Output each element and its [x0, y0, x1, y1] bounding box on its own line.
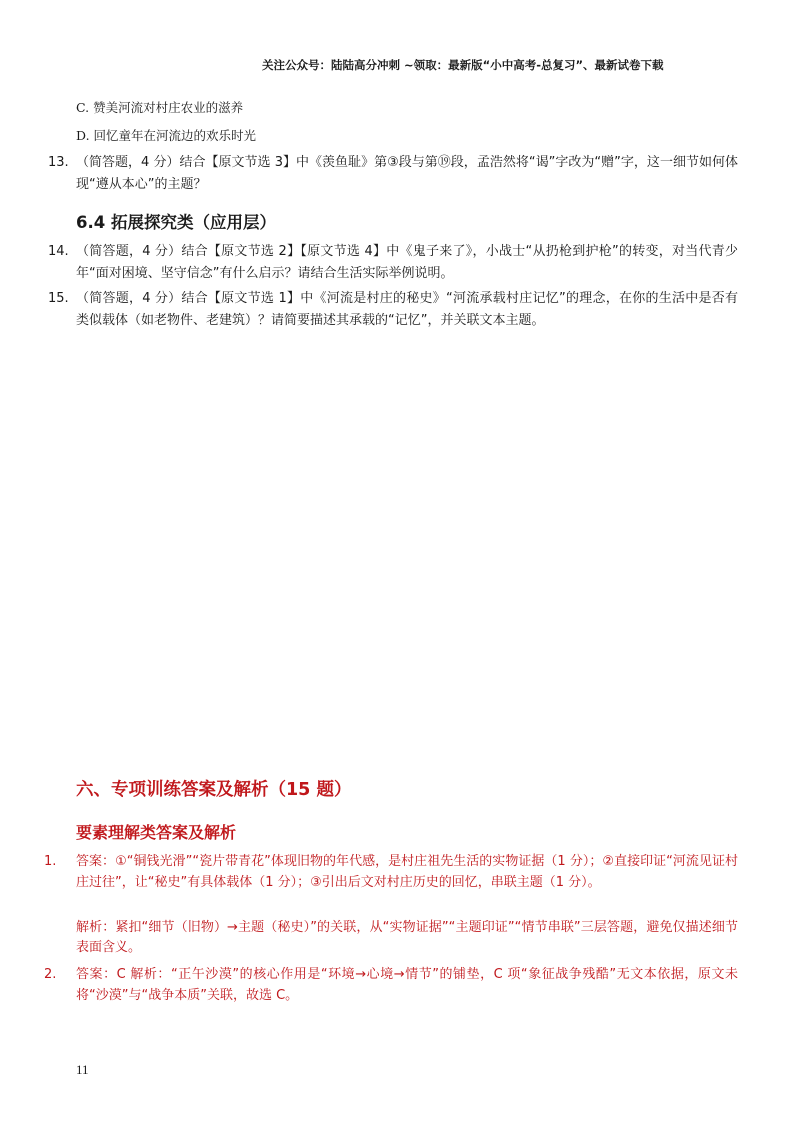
answer-number: 2.: [44, 967, 57, 982]
page-header: 关注公众号：陆陆高分冲刺 ~领取：最新版“小中高考-总复习”、最新试卷下载: [262, 58, 664, 72]
option-c: C. 赞美河流对村庄农业的滋养: [76, 100, 244, 115]
subsection-title: 要素理解类答案及解析: [76, 823, 237, 842]
page-number: 11: [76, 1062, 89, 1077]
question-text: （简答题，4 分）结合【原文节选 1】中《河流是村庄的秘史》“河流承载村庄记忆”的理念，在你的生活中是否有类似载体（如老物件、老建筑）？请简要描述其承载的“记忆”，并关联文本主题。: [76, 291, 738, 328]
question-text: （简答题，4 分）结合【原文节选 3】中《羡鱼耻》第③段与第⑲段，孟浩然将“谒”字改为“赠”字，这一细节如何体现“遵从本心”的主题？: [76, 155, 738, 192]
question-14: [48, 241, 738, 285]
answer-text: 答案：①“铜钱光滑”“瓷片带青花”体现旧物的年代感，是村庄祖先生活的实物证据（1 分）；②直接印证“河流见证村庄过往”，让“秘史”有具体载体（1 分）；③引出后文对村庄历史的回忆，串联主题（1 分）。: [76, 854, 738, 890]
question-15: [48, 288, 738, 332]
question-number: 13.: [48, 155, 69, 170]
question-number: 14.: [48, 244, 69, 259]
option-d: D. 回忆童年在河流边的欢乐时光: [76, 128, 257, 143]
question-13: [48, 152, 738, 196]
answer-number: 1.: [44, 854, 57, 869]
answer-1: [44, 851, 738, 893]
question-number: 15.: [48, 291, 69, 306]
section-title-6-4: 6.4 拓展探究类（应用层）: [76, 213, 276, 232]
section-title-6: 六、专项训练答案及解析（15 题）: [76, 780, 352, 800]
answer-2: [44, 964, 738, 1006]
explanation-1: 解析：紧扣“细节（旧物）→主题（秘史）”的关联，从“实物证据”“主题印证”“情节串联”三层答题，避免仅描述细节表面含义。: [76, 920, 738, 955]
answer-text: 答案：C 解析：“正午沙漠”的核心作用是“环境→心境→情节”的铺垫，C 项“象征战争残酷”无文本依据，原文未将“沙漠”与“战争本质”关联，故选 C。: [76, 967, 738, 1003]
question-text: （简答题，4 分）结合【原文节选 2】【原文节选 4】中《鬼子来了》，小战士“从扔枪到护枪”的转变，对当代青少年“面对困境、坚守信念”有什么启示？请结合生活实际举例说明。: [76, 244, 738, 281]
